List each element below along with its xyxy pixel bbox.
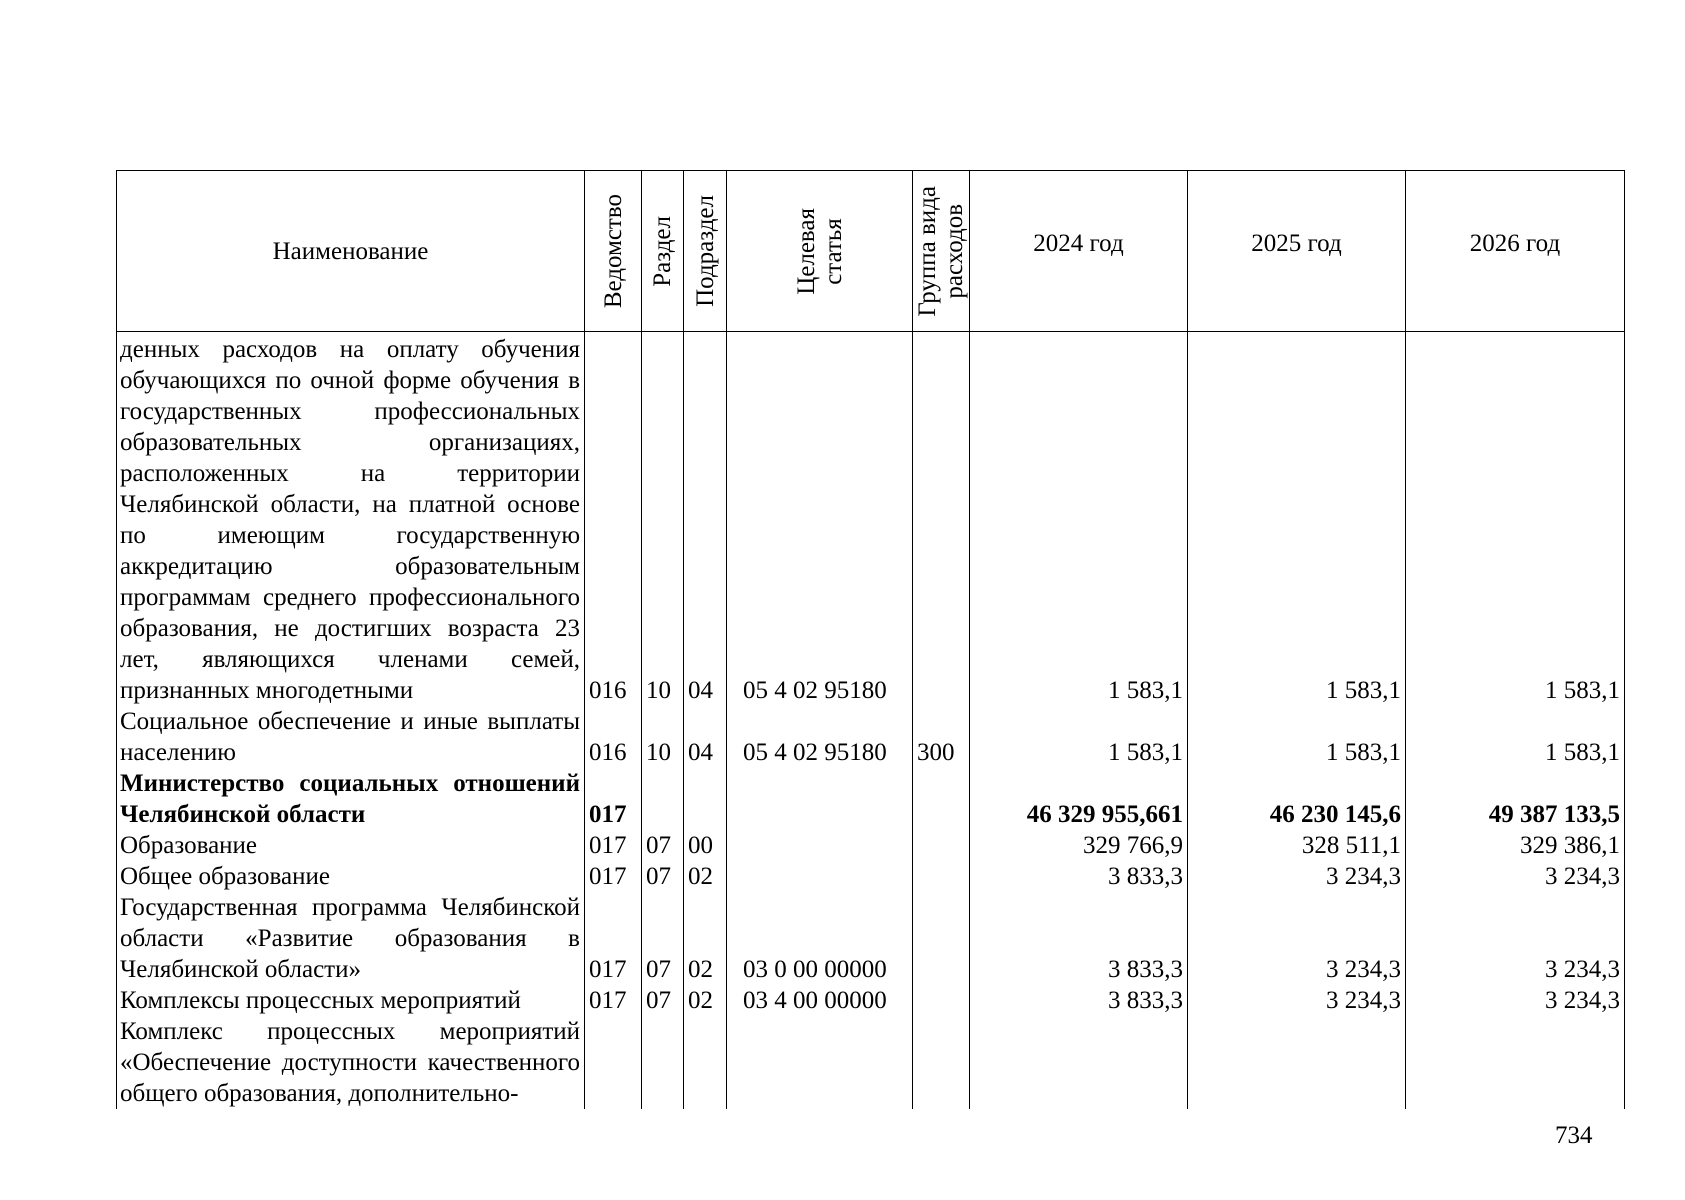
cell-subsection: 02 — [684, 892, 727, 985]
header-year-2025 — [1188, 171, 1406, 332]
cell-department: 017 — [585, 861, 642, 892]
header-expense-group-line1: Группа вида — [914, 185, 941, 317]
budget-table — [116, 170, 1625, 1109]
cell-section: 07 — [642, 892, 684, 985]
cell-amount-2025: 46 230 145,6 — [1188, 768, 1406, 830]
cell-amount-2026: 49 387 133,5 — [1406, 768, 1625, 830]
cell-amount-2024 — [970, 1016, 1188, 1109]
header-name-label: Наименование — [272, 237, 429, 265]
cell-department: 016 — [585, 332, 642, 707]
cell-amount-2025: 3 234,3 — [1188, 861, 1406, 892]
table-header-row — [117, 171, 1625, 332]
cell-amount-2024: 1 583,1 — [970, 706, 1188, 768]
cell-expense-group — [913, 332, 970, 707]
table-row — [117, 985, 1625, 1016]
header-target-article — [727, 171, 913, 332]
cell-amount-2026: 1 583,1 — [1406, 706, 1625, 768]
cell-subsection: 02 — [684, 985, 727, 1016]
cell-amount-2025: 3 234,3 — [1188, 985, 1406, 1016]
header-year-2024 — [970, 171, 1188, 332]
cell-section — [642, 768, 684, 830]
cell-subsection: 00 — [684, 830, 727, 861]
cell-amount-2025: 1 583,1 — [1188, 332, 1406, 707]
cell-name: Комплекс процессных мероприятий «Обеспечение доступности качественного общего образования, дополнительно- — [117, 1016, 585, 1109]
table-row — [117, 706, 1625, 768]
cell-subsection: 04 — [684, 706, 727, 768]
header-target-article-label — [793, 208, 847, 295]
header-year-2026 — [1406, 171, 1625, 332]
header-section — [642, 171, 684, 332]
cell-expense-group — [913, 830, 970, 861]
cell-department: 017 — [585, 892, 642, 985]
cell-expense-group — [913, 892, 970, 985]
header-target-article-line1: Целевая — [792, 207, 820, 295]
cell-target-article — [727, 830, 913, 861]
cell-department: 016 — [585, 706, 642, 768]
header-subsection — [684, 171, 727, 332]
cell-subsection: 04 — [684, 332, 727, 707]
cell-expense-group — [913, 985, 970, 1016]
cell-amount-2024: 3 833,3 — [970, 861, 1188, 892]
cell-amount-2024: 46 329 955,661 — [970, 768, 1188, 830]
cell-amount-2025: 1 583,1 — [1188, 706, 1406, 768]
cell-department: 017 — [585, 768, 642, 830]
header-department — [585, 171, 642, 332]
cell-amount-2026 — [1406, 1016, 1625, 1109]
table-row — [117, 332, 1625, 707]
header-subsection-label: Подраздел — [691, 195, 719, 307]
cell-section: 07 — [642, 830, 684, 861]
header-year-2024-label: 2024 год — [1033, 229, 1124, 257]
table-row — [117, 1016, 1625, 1109]
cell-target-article — [727, 768, 913, 830]
cell-section — [642, 1016, 684, 1109]
header-department-label: Ведомство — [599, 193, 627, 309]
header-target-article-line2: статья — [819, 217, 847, 285]
cell-name: Министерство социальных отношений Челябинской области — [117, 768, 585, 830]
cell-amount-2026: 329 386,1 — [1406, 830, 1625, 861]
cell-expense-group — [913, 768, 970, 830]
table-row — [117, 892, 1625, 985]
cell-expense-group — [913, 1016, 970, 1109]
cell-target-article — [727, 1016, 913, 1109]
cell-name: Комплексы процессных мероприятий — [117, 985, 585, 1016]
cell-amount-2024: 3 833,3 — [970, 985, 1188, 1016]
cell-department — [585, 1016, 642, 1109]
table-row — [117, 830, 1625, 861]
cell-name: Государственная программа Челябинской области «Развитие образования в Челябинской области» — [117, 892, 585, 985]
header-expense-group — [913, 171, 970, 332]
header-section-label: Раздел — [649, 215, 676, 287]
cell-amount-2024: 3 833,3 — [970, 892, 1188, 985]
cell-name: Общее образование — [117, 861, 585, 892]
cell-amount-2025 — [1188, 1016, 1406, 1109]
cell-amount-2024: 1 583,1 — [970, 332, 1188, 707]
cell-amount-2025: 3 234,3 — [1188, 892, 1406, 985]
cell-name: денных расходов на оплату обучения обучающихся по очной форме обучения в государственных профессиональных образовательных организациях, расположенных на территории Челябинской области, на платной основе по имеющим государственную аккредитацию образовательным программам среднего профессионального образования, не достигших возраста 23 лет, являющихся членами семей, признанных многодетными — [117, 332, 585, 707]
cell-section: 07 — [642, 985, 684, 1016]
cell-amount-2025: 328 511,1 — [1188, 830, 1406, 861]
cell-name: Образование — [117, 830, 585, 861]
header-name — [117, 171, 585, 332]
table-row — [117, 768, 1625, 830]
cell-subsection: 02 — [684, 861, 727, 892]
cell-section: 10 — [642, 332, 684, 707]
header-year-2026-label: 2026 год — [1469, 229, 1561, 257]
cell-subsection — [684, 768, 727, 830]
cell-amount-2024: 329 766,9 — [970, 830, 1188, 861]
header-year-2025-label: 2025 год — [1251, 229, 1342, 257]
cell-section: 10 — [642, 706, 684, 768]
header-expense-group-line2: расходов — [941, 203, 968, 299]
cell-expense-group — [913, 861, 970, 892]
cell-amount-2026: 3 234,3 — [1406, 985, 1625, 1016]
cell-section: 07 — [642, 861, 684, 892]
cell-target-article: 03 0 00 00000 — [727, 892, 913, 985]
cell-department: 017 — [585, 985, 642, 1016]
header-expense-group-label — [914, 186, 968, 317]
cell-target-article: 05 4 02 95180 — [727, 706, 913, 768]
cell-amount-2026: 3 234,3 — [1406, 892, 1625, 985]
cell-expense-group: 300 — [913, 706, 970, 768]
page-number: 734 — [1555, 1122, 1593, 1149]
cell-department: 017 — [585, 830, 642, 861]
cell-amount-2026: 3 234,3 — [1406, 861, 1625, 892]
cell-subsection — [684, 1016, 727, 1109]
cell-target-article — [727, 861, 913, 892]
cell-amount-2026: 1 583,1 — [1406, 332, 1625, 707]
cell-name: Социальное обеспечение и иные выплаты населению — [117, 706, 585, 768]
cell-target-article: 05 4 02 95180 — [727, 332, 913, 707]
cell-target-article: 03 4 00 00000 — [727, 985, 913, 1016]
table-row — [117, 861, 1625, 892]
